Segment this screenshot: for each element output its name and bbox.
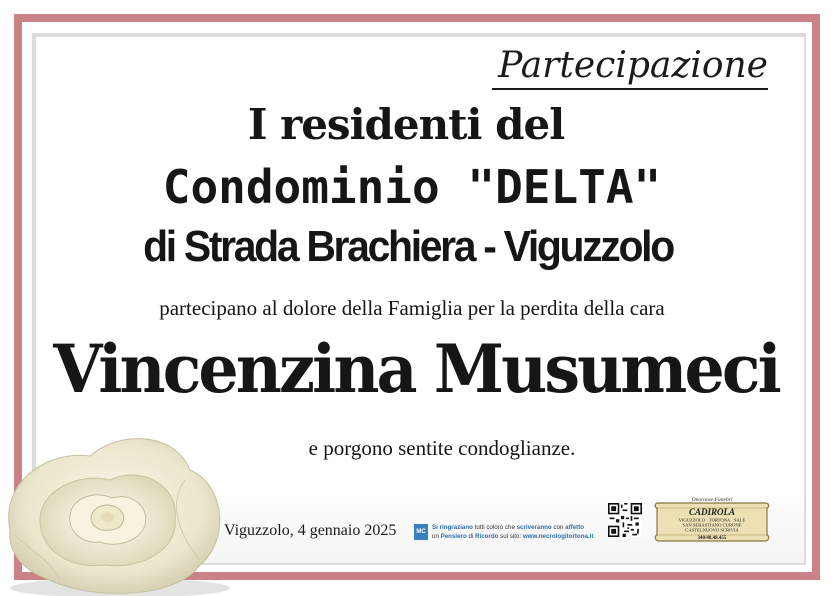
funeral-home-line2: SAN SEBASTIANO CURONE — [682, 522, 742, 528]
qr-code-icon[interactable] — [608, 503, 642, 537]
ack-part: tutti coloro che — [472, 524, 517, 531]
sender-line-1: I residenti del — [247, 100, 565, 149]
acknowledgement-block — [414, 523, 600, 545]
ack-part: di — [466, 533, 476, 540]
funeral-home-phone: 340/48.48.455 — [697, 536, 727, 541]
white-rose-image — [0, 410, 230, 596]
sender-line-3: di Strada Brachiera - Viguzzolo — [143, 222, 673, 271]
website-link[interactable]: www.necrologitortona.it — [522, 533, 594, 540]
necrologi-logo-icon: MC — [414, 524, 428, 540]
notice-title: Partecipazione — [492, 44, 768, 90]
condolence-intro: partecipano al dolore della Famiglia per la perdita della cara — [159, 296, 665, 320]
funeral-home-header: Onoranze Funebri — [691, 497, 733, 503]
ack-part: scriveranno — [516, 524, 552, 531]
deceased-name: Vincenzina Musumeci — [53, 330, 779, 408]
ack-part: Pensiero — [440, 533, 467, 540]
acknowledgement-text — [432, 523, 602, 541]
ack-part: affetto — [565, 524, 585, 531]
ack-part: Si ringraziano — [432, 524, 473, 531]
ack-part: Ricordo — [475, 533, 499, 540]
ack-part: con — [551, 524, 566, 531]
funeral-home-logo — [652, 495, 772, 545]
sender-line-2: Condominio "DELTA" — [162, 160, 662, 214]
place-date: Viguzzolo, 4 gennaio 2025 — [224, 522, 397, 539]
condolence-closing: e porgono sentite condoglianze. — [308, 436, 576, 460]
funeral-home-line1: VIGUZZOLO · TORTONA · SALE — [678, 517, 746, 523]
ack-part: sul sito: — [498, 533, 523, 540]
ack-part: un — [432, 533, 441, 540]
funeral-home-name: CADIROLA — [688, 507, 736, 517]
funeral-home-line3: CASTELNUOVO SCRIVIA — [685, 527, 739, 533]
